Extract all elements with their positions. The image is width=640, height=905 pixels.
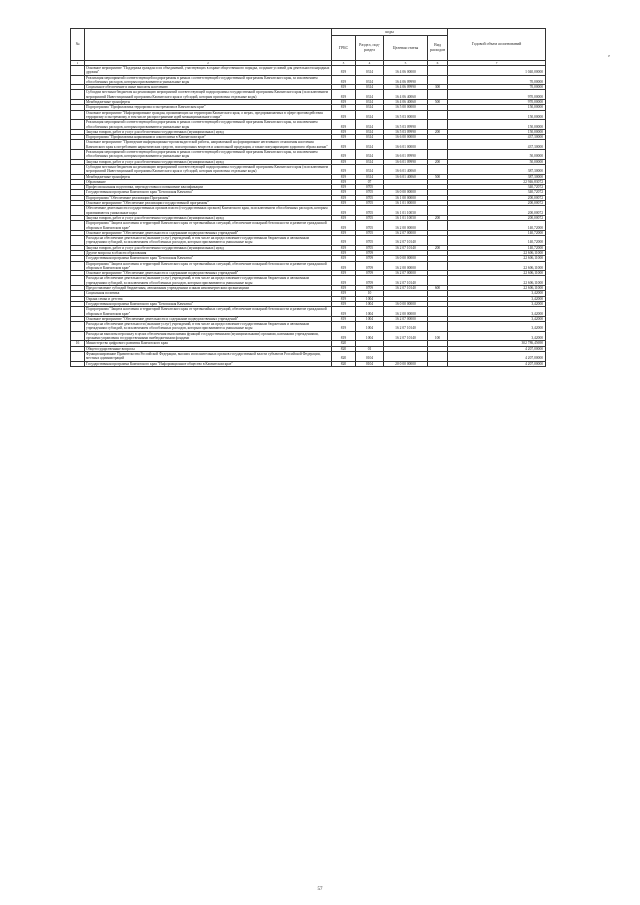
row-razdel: 0314 (356, 129, 384, 134)
table-row (71, 110, 546, 120)
header-cs: Целевая статья (384, 36, 428, 61)
header-grbs: ГРБС (332, 36, 356, 61)
row-razdel: 0705 (356, 215, 384, 220)
row-amount: 437,30000 (448, 135, 546, 140)
row-target-article: 16 4 06 00000 (384, 66, 428, 76)
row-amount: 3,42000 (448, 322, 546, 332)
row-grbs: 819 (332, 276, 356, 286)
row-expense-type: 100 (428, 331, 448, 341)
row-name: Расходы на обеспечение деятельности (оказание услуг) учреждений, в том числе на предоставление государственным бюджетным и автономным учреждениям субсидий, за исключением обособленных расходов, которым присваиваются уникальные коды (85, 322, 332, 332)
row-target-article: 16 2 07 10140 (384, 322, 428, 332)
row-name: Межбюджетные трансферты (85, 100, 332, 105)
row-razdel: 1004 (356, 296, 384, 301)
row-amount: 22 946,83072 (448, 179, 546, 184)
row-amount: 200,00072 (448, 201, 546, 206)
row-target-article: 16 0 00 00000 (384, 256, 428, 261)
table-row (71, 150, 546, 160)
row-expense-type (428, 276, 448, 286)
row-expense-type: 200 (428, 215, 448, 220)
row-number (71, 221, 85, 231)
row-number (71, 90, 85, 100)
row-number (71, 206, 85, 216)
row-razdel: 0705 (356, 221, 384, 231)
row-target-article: 16 2 07 10140 (384, 245, 428, 250)
row-amount: 50,00000 (448, 150, 546, 160)
row-amount: 200,00072 (448, 206, 546, 216)
row-razdel: 0314 (356, 150, 384, 160)
row-amount: 3,42000 (448, 291, 546, 296)
row-expense-type: 500 (428, 100, 448, 105)
table-row (71, 206, 546, 216)
header-name (85, 29, 332, 61)
row-amount: 387,30000 (448, 174, 546, 179)
row-razdel: 0709 (356, 276, 384, 286)
row-grbs: 819 (332, 110, 356, 120)
row-amount: 22 606,11000 (448, 271, 546, 276)
row-name: Подпрограмма "Профилактика наркомании и алкоголизма в Камчатском крае" (85, 135, 332, 140)
row-amount: 3,42000 (448, 301, 546, 306)
row-expense-type: 200 (428, 245, 448, 250)
row-grbs: 819 (332, 301, 356, 306)
row-target-article: 16 2 07 10140 (384, 276, 428, 286)
row-expense-type: 600 (428, 286, 448, 291)
row-amount: 200,00072 (448, 215, 546, 220)
row-razdel: 01 (356, 346, 384, 351)
budget-table (70, 28, 546, 367)
row-razdel: 0705 (356, 206, 384, 216)
row-grbs: 819 (332, 230, 356, 235)
row-target-article: 16 6 01 00000 (384, 140, 428, 150)
row-target-article: 16 1 01 00000 (384, 201, 428, 206)
row-name: Социальное обеспечение и иные выплаты населению (85, 85, 332, 90)
row-grbs: 820 (332, 341, 356, 346)
row-amount: 140,72000 (448, 245, 546, 250)
row-number (71, 322, 85, 332)
row-amount: 70,00000 (448, 75, 546, 85)
table-body (71, 66, 546, 367)
row-amount: 970,00000 (448, 90, 546, 100)
row-target-article: 16 5 03 09990 (384, 120, 428, 130)
row-target-article: 16 1 00 00000 (384, 195, 428, 200)
row-grbs: 819 (332, 85, 356, 90)
row-number (71, 140, 85, 150)
row-number (71, 150, 85, 160)
header-sum: Годовой объем ассигнований (448, 29, 546, 61)
row-razdel: 0705 (356, 201, 384, 206)
row-name: Основное мероприятие "Обеспечение реализации государственной программы" (85, 201, 332, 206)
row-number (71, 164, 85, 174)
row-razdel: 0705 (356, 190, 384, 195)
row-name: Профессиональная подготовка, переподготовка и повышение квалификации (85, 185, 332, 190)
colnum: 6 (428, 61, 448, 66)
row-grbs: 819 (332, 271, 356, 276)
row-grbs: 819 (332, 129, 356, 134)
row-amount: 437,30000 (448, 140, 546, 150)
row-number (71, 66, 85, 76)
row-amount: 3,42000 (448, 307, 546, 317)
row-amount: 3,42000 (448, 296, 546, 301)
row-grbs: 819 (332, 296, 356, 301)
row-name: Реализация мероприятий соответствующей подпрограммы в рамках соответствующей государственной программы Камчатского края, за исключением обособленных расходов, которым присваиваются уникальные коды (85, 150, 332, 160)
row-name: Другие вопросы в области образования (85, 250, 332, 255)
row-amount: 4 207,00000 (448, 351, 546, 361)
row-name: Закупка товаров, работ и услуг для обеспечения государственных (муниципальных) нужд (85, 245, 332, 250)
colnum: 4 (356, 61, 384, 66)
row-razdel: 07 (356, 179, 384, 184)
row-expense-type (428, 140, 448, 150)
row-amount: 140,72000 (448, 230, 546, 235)
row-grbs: 819 (332, 140, 356, 150)
row-expense-type (428, 66, 448, 76)
table-row (71, 261, 546, 271)
row-amount: 22 606,11000 (448, 250, 546, 255)
row-name: Основное мероприятие "Обеспечение деятельности и содержание подведомственных учреждений" (85, 316, 332, 321)
row-razdel: 0709 (356, 286, 384, 291)
row-target-article: 20 0 00 00000 (384, 361, 428, 366)
row-razdel: 0709 (356, 250, 384, 255)
row-expense-type (428, 351, 448, 361)
row-target-article: 16 2 07 10140 (384, 286, 428, 291)
row-amount: 150,00000 (448, 120, 546, 130)
row-name: Основное мероприятие "Обеспечение деятельности и содержание подведомственных учреждений" (85, 230, 332, 235)
row-name: Министерство цифрового развития Камчатского края (85, 341, 332, 346)
row-target-article: 16 2 07 00000 (384, 316, 428, 321)
row-grbs: 819 (332, 185, 356, 190)
table-row (71, 90, 546, 100)
row-amount: 140,72000 (448, 236, 546, 246)
row-expense-type: 500 (428, 174, 448, 179)
row-name: Основное мероприятие "Проведение информационно-пропагандистской работы, направленной на формирование негативного отношения населения Камчатского края к потреблению наркотических средств, психотропных веществ и алкогольной продукции, а также популяризацию здорового образа жизни" (85, 140, 332, 150)
row-target-article: 16 5 00 00000 (384, 105, 428, 110)
row-number (71, 261, 85, 271)
row-amount: 970,00000 (448, 100, 546, 105)
row-grbs: 819 (332, 286, 356, 291)
row-razdel: 0104 (356, 361, 384, 366)
row-razdel: 0709 (356, 271, 384, 276)
row-amount: 4 207,00000 (448, 361, 546, 366)
row-grbs: 819 (332, 179, 356, 184)
table-header (71, 29, 546, 66)
row-name: Функционирование Правительства Российской Федерации, высших исполнительных органов государственной власти субъектов Российской Федерации, местных администраций (85, 351, 332, 361)
row-grbs: 819 (332, 245, 356, 250)
row-name: Государственная программа Камчатского края "Безопасная Камчатка" (85, 301, 332, 306)
row-name: Подпрограмма "Обеспечение реализации Программы" (85, 195, 332, 200)
row-name: Образование (85, 179, 332, 184)
row-grbs: 819 (332, 201, 356, 206)
row-amount: 387,30000 (448, 164, 546, 174)
row-expense-type: 200 (428, 159, 448, 164)
row-target-article: 16 2 00 00000 (384, 261, 428, 271)
row-name: Государственная программа Камчатского края "Информационное общество в Камчатском крае" (85, 361, 332, 366)
row-name: Обеспечение деятельности государственных органов власти (государственных органов) Камчатского края, за исключением обособленных расходов, которым присваиваются уникальные коды (85, 206, 332, 216)
row-razdel: 1004 (356, 307, 384, 317)
row-grbs: 819 (332, 221, 356, 231)
row-target-article: 16 2 07 10140 (384, 236, 428, 246)
row-expense-type (428, 361, 448, 366)
row-grbs: 819 (332, 100, 356, 105)
table-row (71, 75, 546, 85)
row-razdel: 0705 (356, 195, 384, 200)
row-expense-type (428, 322, 448, 332)
row-target-article: 16 6 00 00000 (384, 135, 428, 140)
row-number (71, 351, 85, 361)
row-grbs: 819 (332, 256, 356, 261)
colnum: 5 (384, 61, 428, 66)
table-row (71, 361, 546, 366)
row-razdel: 0314 (356, 90, 384, 100)
margin-mark: ъ (607, 55, 612, 58)
table-row (71, 322, 546, 332)
page-number: 57 (317, 887, 323, 892)
row-grbs: 819 (332, 307, 356, 317)
row-razdel: 0104 (356, 351, 384, 361)
row-target-article: 16 2 07 10140 (384, 331, 428, 341)
row-target-article: 16 5 03 00000 (384, 110, 428, 120)
row-number (71, 110, 85, 120)
header-razdel: Раздел, под-раздел (356, 36, 384, 61)
row-grbs: 819 (332, 90, 356, 100)
row-amount: 140,72000 (448, 221, 546, 231)
row-target-article: 16 6 01 09990 (384, 159, 428, 164)
row-grbs: 819 (332, 195, 356, 200)
row-razdel: 0314 (356, 159, 384, 164)
row-expense-type (428, 221, 448, 231)
row-name: Подпрограмма "Защита населения и территорий Камчатского края от чрезвычайных ситуаций, обеспечение пожарной безопасности и развитие гражданской обороны в Камчатском крае" (85, 261, 332, 271)
row-amount: 50,00000 (448, 159, 546, 164)
row-razdel: 1004 (356, 322, 384, 332)
row-razdel: 0705 (356, 245, 384, 250)
table-row (71, 140, 546, 150)
row-target-article: 16 1 01 10050 (384, 206, 428, 216)
row-grbs: 819 (332, 164, 356, 174)
row-expense-type: 300 (428, 85, 448, 90)
row-target-article: 16 4 06 09990 (384, 85, 428, 90)
row-amount: 150,00000 (448, 110, 546, 120)
row-razdel: 0709 (356, 261, 384, 271)
row-expense-type (428, 120, 448, 130)
row-number: 16 (71, 341, 85, 346)
row-grbs: 819 (332, 236, 356, 246)
row-expense-type (428, 164, 448, 174)
row-amount: 150,00000 (448, 129, 546, 134)
row-razdel: 1004 (356, 301, 384, 306)
row-amount: 22 606,11000 (448, 256, 546, 261)
row-target-article: 16 6 01 40060 (384, 164, 428, 174)
row-target-article: 16 0 00 00000 (384, 190, 428, 195)
row-name: Подпрограмма "Профилактика терроризма и экстремизма в Камчатском крае" (85, 105, 332, 110)
row-grbs: 819 (332, 322, 356, 332)
row-name: Основное мероприятие "Обеспечение деятельности и содержание подведомственных учреждений" (85, 271, 332, 276)
row-expense-type (428, 261, 448, 271)
row-grbs: 819 (332, 190, 356, 195)
row-razdel: 0705 (356, 236, 384, 246)
row-name: Подпрограмма "Защита населения и территорий Камчатского края от чрезвычайных ситуаций, обеспечение пожарной безопасности и развитие гражданской обороны в Камчатском крае" (85, 221, 332, 231)
row-razdel: 0314 (356, 75, 384, 85)
row-name: Субсидии местным бюджетам на реализацию мероприятий соответствующей подпрограммы государственной программы Камчатского края (за исключением мероприятий Инвестиционной программы Камчатского края и субсидий, которым присвоены отдельные коды) (85, 90, 332, 100)
row-grbs: 819 (332, 261, 356, 271)
row-number (71, 331, 85, 341)
colnum: 7 (448, 61, 546, 66)
row-name: Закупка товаров, работ и услуг для обеспечения государственных (муниципальных) нужд (85, 129, 332, 134)
row-razdel: 0314 (356, 66, 384, 76)
row-grbs: 820 (332, 346, 356, 351)
row-razdel: 0314 (356, 110, 384, 120)
row-name: Основное мероприятие "Поддержка граждан и их объединений, участвующих в охране общественного порядка, создание условий для деятельности народных дружин" (85, 66, 332, 76)
row-razdel: 1004 (356, 316, 384, 321)
row-grbs: 819 (332, 105, 356, 110)
header-num: № (71, 29, 85, 61)
row-target-article: 16 1 01 10050 (384, 215, 428, 220)
row-expense-type (428, 110, 448, 120)
row-name: Расходы на обеспечение деятельности (оказание услуг) учреждений, в том числе на предоставление государственным бюджетным и автономным учреждениям субсидий, за исключением обособленных расходов, которым присваиваются уникальные коды (85, 276, 332, 286)
row-grbs: 819 (332, 150, 356, 160)
row-expense-type: 200 (428, 129, 448, 134)
row-razdel: 0314 (356, 164, 384, 174)
row-number (71, 361, 85, 366)
row-name: Государственная программа Камчатского края "Безопасная Камчатка" (85, 190, 332, 195)
row-target-article: 16 2 00 00000 (384, 221, 428, 231)
row-name: Расходы на выплаты персоналу в целях обеспечения выполнения функций государственными (муниципальными) органами, казенными учреждениями, органами управления государственными внебюджетными фондами (85, 331, 332, 341)
row-name: Закупка товаров, работ и услуг для обеспечения государственных (муниципальных) нужд (85, 159, 332, 164)
row-expense-type (428, 307, 448, 317)
row-target-article: 16 2 07 00000 (384, 271, 428, 276)
colnum: 2 (85, 61, 332, 66)
row-name: Межбюджетные трансферты (85, 174, 332, 179)
row-target-article: 16 0 00 00000 (384, 301, 428, 306)
table-row (71, 66, 546, 76)
row-amount: 150,00000 (448, 105, 546, 110)
row-grbs: 819 (332, 250, 356, 255)
row-name: Общегосударственные вопросы (85, 346, 332, 351)
row-target-article: 16 4 06 40060 (384, 100, 428, 105)
row-razdel: 0314 (356, 135, 384, 140)
row-name: Охрана семьи и детства (85, 296, 332, 301)
row-target-article: 16 2 00 00000 (384, 307, 428, 317)
row-razdel: 0705 (356, 230, 384, 235)
row-amount: 22 606,11000 (448, 286, 546, 291)
row-expense-type (428, 236, 448, 246)
row-name: Реализация мероприятий соответствующей подпрограммы в рамках соответствующей государственной программы Камчатского края, за исключением обособленных расходов, которым присваиваются уникальные коды (85, 75, 332, 85)
row-expense-type (428, 150, 448, 160)
row-expense-type (428, 206, 448, 216)
row-grbs: 819 (332, 291, 356, 296)
row-target-article: 16 5 03 09990 (384, 129, 428, 134)
row-grbs: 819 (332, 159, 356, 164)
colnum: 1 (71, 61, 85, 66)
row-target-article: 16 2 07 00000 (384, 230, 428, 235)
row-grbs: 819 (332, 174, 356, 179)
row-name: Реализация мероприятий соответствующей подпрограммы в рамках соответствующей государственной программы Камчатского края, за исключением обособленных расходов, которым присваиваются уникальные коды (85, 120, 332, 130)
row-name: Закупка товаров, работ и услуг для обеспечения государственных (муниципальных) нужд (85, 215, 332, 220)
row-expense-type (428, 90, 448, 100)
row-name: Государственная программа Камчатского края "Безопасная Камчатка" (85, 256, 332, 261)
header-codes: коды (332, 29, 448, 36)
row-number (71, 75, 85, 85)
table-row (71, 307, 546, 317)
table-row (71, 351, 546, 361)
table-row (71, 276, 546, 286)
table-row (71, 120, 546, 130)
colnum: 3 (332, 61, 356, 66)
row-amount: 22 606,11000 (448, 276, 546, 286)
budget-table-sheet (70, 28, 545, 367)
row-amount: 340,72072 (448, 190, 546, 195)
table-row (71, 164, 546, 174)
row-grbs: 819 (332, 120, 356, 130)
row-amount: 3,42000 (448, 331, 546, 341)
row-amount: 302 786,45690 (448, 341, 546, 346)
table-row (71, 236, 546, 246)
row-razdel: 1004 (356, 331, 384, 341)
row-name: Предоставление субсидий бюджетным, автономным учреждениям и иным некоммерческим организациям (85, 286, 332, 291)
row-razdel: 10 (356, 291, 384, 296)
row-razdel: 0314 (356, 174, 384, 179)
row-grbs: 819 (332, 206, 356, 216)
row-grbs: 819 (332, 66, 356, 76)
row-grbs: 820 (332, 361, 356, 366)
header-vr: Вид расходов (428, 36, 448, 61)
row-name: Подпрограмма "Защита населения и территорий Камчатского края от чрезвычайных ситуаций, обеспечение пожарной безопасности и развитие гражданской обороны в Камчатском крае" (85, 307, 332, 317)
row-number (71, 236, 85, 246)
row-amount: 340,72072 (448, 185, 546, 190)
row-razdel: 0314 (356, 120, 384, 130)
row-name: Социальная политика (85, 291, 332, 296)
row-target-article: 16 6 01 40060 (384, 174, 428, 179)
row-name: Субсидии местным бюджетам на реализацию мероприятий соответствующей подпрограммы государственной программы Камчатского края (за исключением мероприятий Инвестиционной программы Камчатского края и субсидий, которым присвоены отдельные коды) (85, 164, 332, 174)
row-target-article: 16 4 06 40060 (384, 90, 428, 100)
row-razdel: 0314 (356, 140, 384, 150)
row-razdel: 0314 (356, 105, 384, 110)
row-razdel: 0314 (356, 100, 384, 105)
row-expense-type (428, 75, 448, 85)
row-number (71, 276, 85, 286)
row-grbs: 819 (332, 75, 356, 85)
row-razdel: 0709 (356, 256, 384, 261)
row-razdel: 0705 (356, 185, 384, 190)
row-amount: 200,00072 (448, 195, 546, 200)
row-target-article: 16 4 06 09990 (384, 75, 428, 85)
table-row (71, 331, 546, 341)
row-grbs: 819 (332, 331, 356, 341)
row-amount: 22 606,11000 (448, 261, 546, 271)
row-name: Основное мероприятие "Информирование граждан, проживающих на территории Камчатского края, о мерах, предпринимаемых в сфере противодействия терроризму и экстремизму, в том числе распространение идей межнационального мира" (85, 110, 332, 120)
row-grbs: 819 (332, 316, 356, 321)
table-row (71, 221, 546, 231)
row-number (71, 307, 85, 317)
row-number (71, 120, 85, 130)
row-razdel: 0314 (356, 85, 384, 90)
row-target-article (384, 351, 428, 361)
row-name: Расходы на обеспечение деятельности (оказание услуг) учреждений, в том числе на предоставление государственным бюджетным и автономным учреждениям субсидий, за исключением обособленных расходов, которым присваиваются уникальные коды (85, 236, 332, 246)
row-grbs: 819 (332, 215, 356, 220)
row-grbs: 820 (332, 351, 356, 361)
row-target-article: 16 6 01 09990 (384, 150, 428, 160)
row-amount: 1 040,00000 (448, 66, 546, 76)
row-amount: 4 207,00000 (448, 346, 546, 351)
row-amount: 70,00000 (448, 85, 546, 90)
row-amount: 3,42000 (448, 316, 546, 321)
row-grbs: 819 (332, 135, 356, 140)
